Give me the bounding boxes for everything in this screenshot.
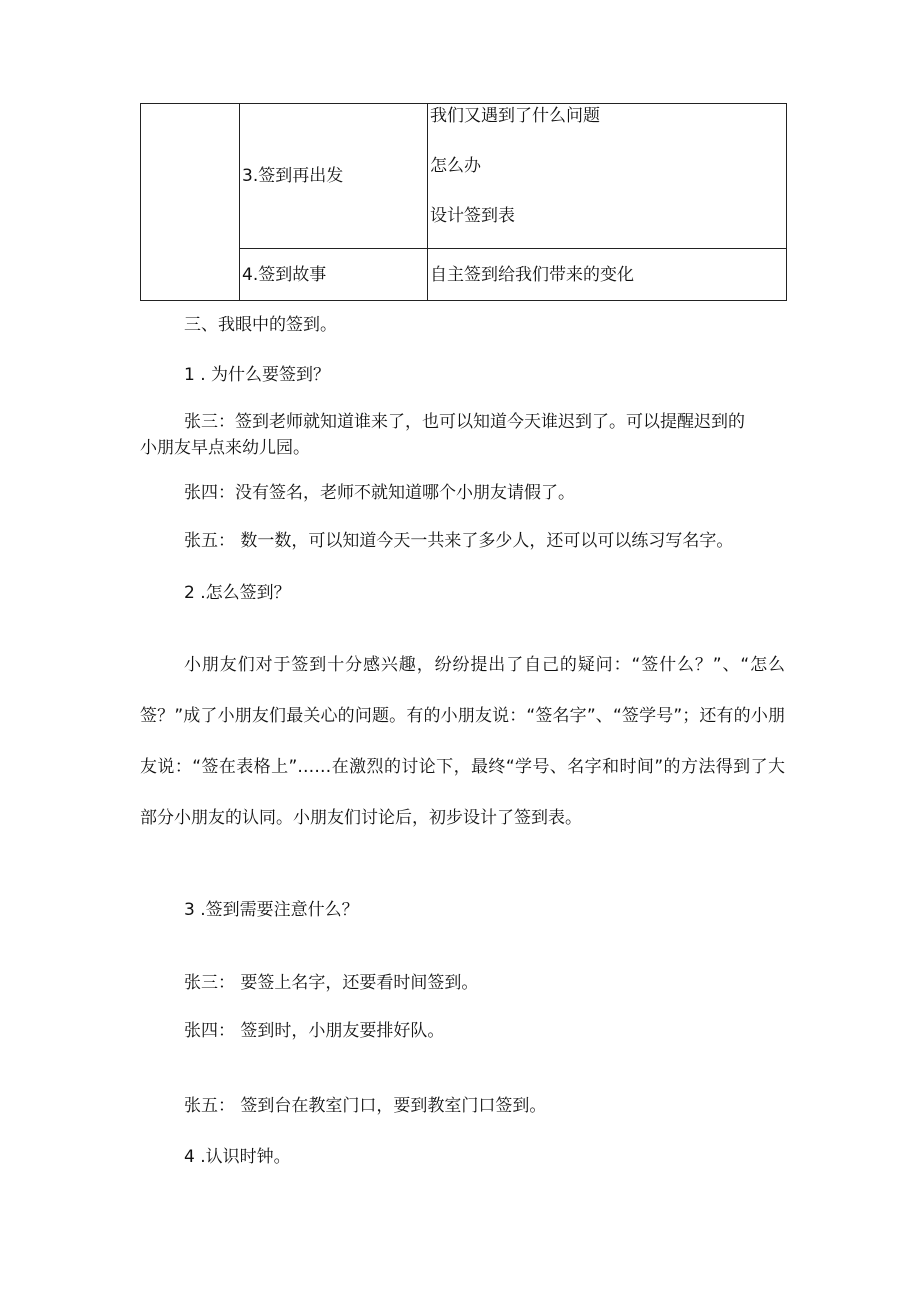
answer-line: 张四： 签到时，小朋友要排好队。 bbox=[184, 1021, 445, 1041]
discussion-paragraph: 小朋友们对于签到十分感兴趣，纷纷提出了自己的疑问：“签什么？”、“怎么签？”成了小朋友们最关心的问题。有的小朋友说：“签名字”、“签学号”；还有的小朋友说：“签在表格上”……在激烈的讨论下，最终“学号、名字和时间”的方法得到了大部分小朋友的认同。小朋友们讨论后，初步设计了签到表。 bbox=[140, 655, 785, 828]
answer-line: 张三：签到老师就知道谁来了，也可以知道今天谁迟到了。可以提醒迟到的 bbox=[184, 412, 745, 432]
answer-line: 张三： 要签上名字，还要看时间签到。 bbox=[184, 973, 479, 993]
answer-line: 张四：没有签名，老师不就知道哪个小朋友请假了。 bbox=[184, 483, 575, 503]
answer-line: 张五： 签到台在教室门口，要到教室门口签到。 bbox=[184, 1096, 547, 1116]
table-cell-details bbox=[428, 104, 787, 249]
table-row bbox=[141, 104, 787, 249]
table-cell-step: 4.签到故事 bbox=[240, 249, 428, 301]
section-heading: 三、我眼中的签到。 bbox=[184, 315, 337, 335]
detail-line: 设计签到表 bbox=[430, 206, 515, 226]
table-cell-step: 3.签到再出发 bbox=[240, 104, 428, 249]
question-title: 2 .怎么签到？ bbox=[184, 583, 291, 603]
answer-line: 小朋友早点来幼儿园。 bbox=[140, 438, 310, 458]
answer-line: 张五： 数一数，可以知道今天一共来了多少人，还可以可以练习写名字。 bbox=[184, 531, 734, 551]
detail-line: 怎么办 bbox=[430, 156, 481, 176]
question-title: 1 . 为什么要签到？ bbox=[184, 365, 331, 385]
table-cell-empty bbox=[141, 104, 240, 301]
activity-plan-table bbox=[140, 103, 787, 301]
question-title: 3 .签到需要注意什么？ bbox=[184, 900, 359, 920]
table-cell-details: 自主签到给我们带来的变化 bbox=[428, 249, 787, 301]
detail-line: 我们又遇到了什么问题 bbox=[430, 106, 600, 126]
question-title: 4 .认识时钟。 bbox=[184, 1147, 291, 1167]
